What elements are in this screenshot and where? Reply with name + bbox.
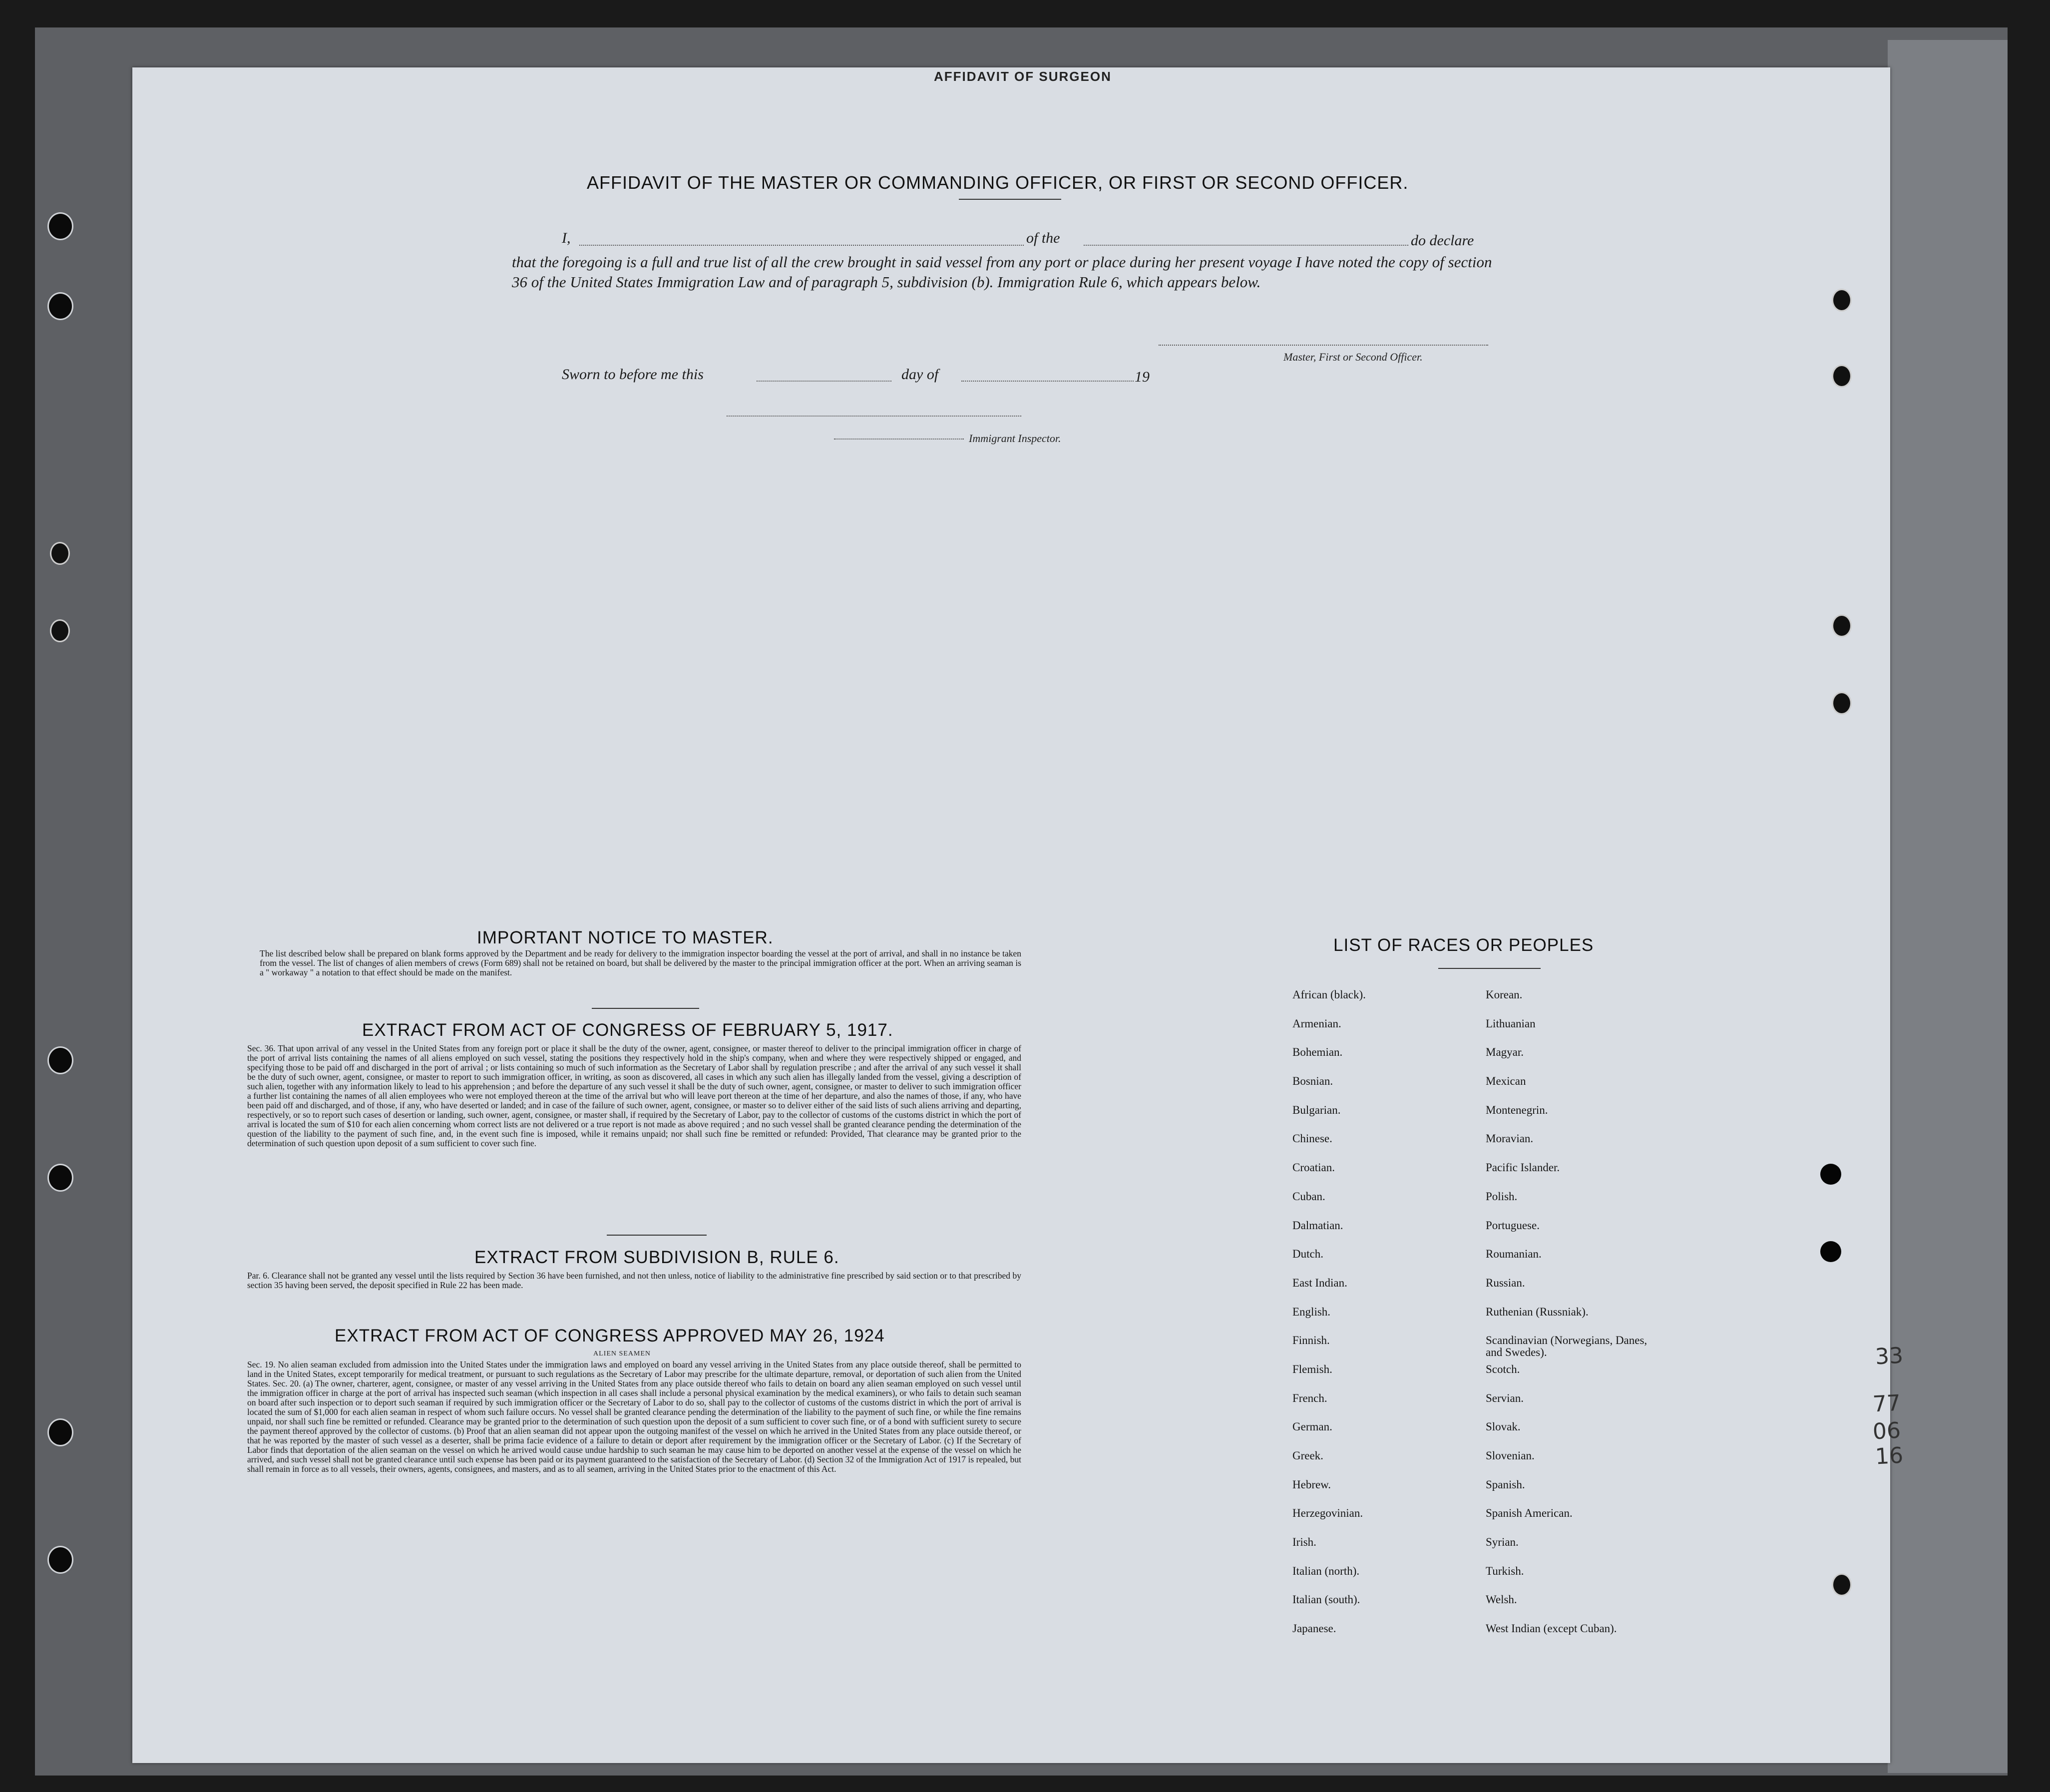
vessel-name-field[interactable] (1084, 245, 1408, 246)
races-list-right (1486, 989, 1665, 1652)
race-item: Moravian. (1486, 1132, 1534, 1145)
race-item: Ruthenian (Russniak). (1486, 1305, 1589, 1318)
divider (592, 1008, 699, 1009)
race-item: Flemish. (1292, 1362, 1332, 1375)
binder-hole (47, 292, 73, 320)
punch-dot (1820, 1241, 1841, 1262)
race-item: Bulgarian. (1292, 1103, 1341, 1116)
race-item: Bosnian. (1292, 1075, 1333, 1088)
binder-hole (1832, 614, 1852, 637)
declarant-prefix: I, (562, 230, 571, 246)
races-list-left (1292, 989, 1366, 1652)
binder-hole (1832, 365, 1852, 388)
race-item: French. (1292, 1391, 1327, 1404)
affidavit-body: that the foregoing is a full and true list of all the crew brought in said vessel from any port or place during her present voyage I have noted the copy of section 36 of the United States Immigration Law and of paragraph 5, subdivision (b). Immigration Rule 6, which appears below. (512, 253, 1492, 291)
race-item: Dutch. (1292, 1248, 1323, 1261)
race-item: Roumanian. (1486, 1248, 1542, 1261)
binder-hole (47, 212, 73, 240)
binder-hole (47, 1046, 73, 1074)
of-the-label: of the (1026, 230, 1060, 246)
race-item: Chinese. (1292, 1132, 1332, 1145)
race-item: Magyar. (1486, 1046, 1524, 1059)
race-item: German. (1292, 1420, 1332, 1433)
sworn-month-field[interactable] (961, 381, 1134, 382)
race-item: Welsh. (1486, 1593, 1517, 1606)
alien-seamen-subtitle: ALIEN SEAMEN (593, 1350, 651, 1357)
margin-note: 33 (1874, 1343, 1904, 1370)
declare-label: do declare (1411, 232, 1474, 249)
race-item: Hebrew. (1292, 1478, 1331, 1491)
race-item: Spanish American. (1486, 1507, 1573, 1520)
race-item: East Indian. (1292, 1276, 1347, 1289)
race-item: Lithuanian (1486, 1017, 1536, 1030)
margin-note: 16 (1874, 1442, 1904, 1470)
affidavit-title: AFFIDAVIT OF THE MASTER OR COMMANDING OFFICER, OR FIRST OR SECOND OFFICER. (587, 172, 1409, 193)
race-item: Russian. (1486, 1276, 1525, 1289)
race-item: Pacific Islander. (1486, 1161, 1560, 1174)
races-title: LIST OF RACES OR PEOPLES (1333, 935, 1594, 955)
race-item: Croatian. (1292, 1161, 1335, 1174)
inspector-label: Immigrant Inspector. (969, 432, 1061, 445)
race-item: Servian. (1486, 1391, 1524, 1404)
race-item: Korean. (1486, 988, 1523, 1001)
notice-title: IMPORTANT NOTICE TO MASTER. (477, 928, 774, 947)
race-item: English. (1292, 1305, 1331, 1318)
race-item: African (black). (1292, 988, 1366, 1001)
race-item: Slovak. (1486, 1420, 1521, 1433)
divider (1438, 968, 1541, 969)
binder-hole (50, 619, 70, 642)
race-item: Dalmatian. (1292, 1219, 1343, 1232)
year-prefix: 19 (1135, 369, 1150, 385)
sworn-label: Sworn to before me this (562, 366, 704, 383)
race-item: Spanish. (1486, 1478, 1525, 1491)
race-item: Scandinavian (Norwegians, Danes, and Swedes). (1486, 1334, 1647, 1359)
sworn-day-field[interactable] (757, 381, 891, 382)
margin-note: 06 (1872, 1417, 1902, 1445)
race-item: Japanese. (1292, 1622, 1336, 1635)
binder-hole (47, 1546, 73, 1574)
master-signature-field[interactable] (1159, 345, 1488, 346)
race-item: Finnish. (1292, 1334, 1330, 1347)
day-of-label: day of (901, 366, 939, 383)
binder-hole (47, 1418, 73, 1446)
underlying-page-edge (1888, 40, 2008, 1773)
margin-note: 77 (1872, 1390, 1902, 1417)
declarant-name-field[interactable] (579, 245, 1024, 246)
divider (607, 1235, 707, 1236)
race-item: Italian (north). (1292, 1564, 1360, 1577)
race-item: Polish. (1486, 1190, 1518, 1203)
binder-hole (1832, 289, 1852, 312)
extract-1924-title: EXTRACT FROM ACT OF CONGRESS APPROVED MAY 26, 1924 (335, 1326, 885, 1345)
punch-dot (1820, 1164, 1841, 1185)
race-item: Irish. (1292, 1536, 1316, 1549)
binder-hole (50, 542, 70, 565)
race-item: Slovenian. (1486, 1449, 1535, 1462)
extract-1917-body: Sec. 36. That upon arrival of any vessel in the United States from any foreign port or place it shall be the duty of the owner, agent, consignee, or master thereof to deliver to the principal immigration officer in charge of the port of arrival lists containing the names of all aliens employed on such vessel, stating the positions they respectively hold in the ship's company, when and where they were respectively shipped or engaged, and specifying those to be paid off and discharged in the port of arrival ; or lists containing so much of such information as the Secretary of Labor shall by regulation prescribe ; and after the arrival of any such vessel it shall be the duty of such owner, agent, consignee, or master to report to such immigration officer, in writing, as soon as discovered, all cases in which any such alien has illegally landed from the vessel, giving a description of such alien, together with any information likely to lead to his apprehension ; and before the departure of any such vessel it shall be the duty of such owner, agent, consignee, or master to deliver to such immigration officer a further list containing the names of all alien employees who were not employed thereon at the time of the arrival but who will leave port thereon at the time of her departure, and also the names of those, if any, who have been paid off and discharged, and of those, if any, who have deserted or landed; and in case of the failure of such owner, agent, consignee, or master so to deliver either of the said lists of such aliens arriving and departing, respectively, or so to report such cases of desertion or landing, such owner, agent, consignee, or master shall, if required by the Secretary of Labor, pay to the collector of customs of the customs district in which the port of arrival is located the sum of $10 for each alien concerning whom correct lists are not delivered or a true report is not made as above required ; and no such vessel shall be granted clearance pending the determination of the question of the liability to the payment of such fine, and, in the event such fine is imposed, while it remains unpaid; nor shall such fine be remitted or refunded: Provided, That clearance may be granted prior to the determination of such question upon deposit of a sum sufficient to cover such fine. (247, 1043, 1021, 1148)
binder-hole (47, 1164, 73, 1192)
race-item: Syrian. (1486, 1536, 1519, 1549)
race-item: Mexican (1486, 1075, 1526, 1088)
race-item: Turkish. (1486, 1564, 1524, 1577)
extract-rule6-title: EXTRACT FROM SUBDIVISION B, RULE 6. (474, 1248, 839, 1267)
race-item: Herzegovinian. (1292, 1507, 1363, 1520)
extract-1924-body: Sec. 19. No alien seaman excluded from admission into the United States under the immigration laws and employed on board any vessel arriving in the United States from any place outside thereof, shall be permitted to land in the United States, except temporarily for medical treatment, or pursuant to such regulations as the Secretary of Labor may prescribe for the ultimate departure, removal, or deportation of such alien from the United States. Sec. 20. (a) The owner, charterer, agent, consignee, or master of any vessel arriving in the United States from any place outside thereof who fails to detain on board any alien seaman employed on such vessel until the immigration officer in charge at the port of arrival has inspected such seaman (which inspection in all cases shall include a personal physical examination by the medical examiners), or who fails to detain such seaman on board after such inspection or to deport such seaman if required by such immigration officer or the Secretary of Labor to do so, shall pay to the collector of customs of the customs district in which the port of arrival is located the sum of $1,000 for each alien seaman in respect of whom such failure occurs. No vessel shall be granted clearance pending the determination of the liability to the payment of such fine, or while the fine remains unpaid, nor shall such fine be remitted or refunded. Clearance may be granted prior to the determination of such question upon the deposit of a sum sufficient to cover such fine, or of a bond with sufficient surety to secure the payment thereof approved by the collector of customs. (b) Proof that an alien seaman did not appear upon the outgoing manifest of the vessel on which he arrived in the United States from any place outside thereof, or that he was reported by the master of such vessel as a deserter, shall be prima facie evidence of a failure to detain or deport after requirement by the immigration officer or the Secretary of Labor. (c) If the Secretary of Labor finds that deportation of the alien seaman on the vessel on which he arrived would cause undue hardship to such seaman he may cause him to be deported on another vessel at the expense of the vessel on which he arrived, and such vessel shall not be granted clearance until such expense has been paid or its payment guaranteed to the satisfaction of the Secretary of Labor. (d) Section 32 of the Immigration Act of 1917 is repealed, but shall remain in force as to all vessels, their owners, agents, consignees, and masters, and as to all seamen, arriving in the United States prior to the enactment of this Act. (247, 1359, 1021, 1474)
binder-hole (1832, 1573, 1852, 1596)
race-item: Bohemian. (1292, 1046, 1343, 1059)
master-signature-label: Master, First or Second Officer. (1283, 351, 1423, 363)
extract-rule6-body: Par. 6. Clearance shall not be granted any vessel until the lists required by Section 36 have been furnished, and not then unless, notice of liability to the administrative fine prescribed by said section or to that prescribed by section 35 having been served, the deposit specified in Rule 22 has been made. (247, 1271, 1021, 1290)
race-item: Cuban. (1292, 1190, 1325, 1203)
notice-body: The list described below shall be prepared on blank forms approved by the Department and be ready for delivery to the immigration inspector boarding the vessel at the port of arrival, and shall in no instance be taken from the vessel. The list of changes of alien members of crews (Form 689) shall not be retained on board, but shall be delivered by the master to the principal immigration officer at the port. When an arriving seaman is a " workaway " a notation to that effect should be made on the manifest. (260, 948, 1021, 977)
race-item: Portuguese. (1486, 1219, 1540, 1232)
inspector-signature-underline (834, 439, 964, 440)
race-item: Montenegrin. (1486, 1103, 1548, 1116)
race-item: Scotch. (1486, 1362, 1520, 1375)
page-header: AFFIDAVIT OF SURGEON (934, 69, 1112, 84)
race-item: Italian (south). (1292, 1593, 1360, 1606)
inspector-signature-field[interactable] (727, 416, 1021, 417)
race-item: West Indian (except Cuban). (1486, 1622, 1617, 1635)
divider (959, 199, 1061, 200)
binder-hole (1832, 692, 1852, 715)
extract-1917-title: EXTRACT FROM ACT OF CONGRESS OF FEBRUARY 5, 1917. (362, 1020, 893, 1040)
race-item: Greek. (1292, 1449, 1323, 1462)
race-item: Armenian. (1292, 1017, 1341, 1030)
